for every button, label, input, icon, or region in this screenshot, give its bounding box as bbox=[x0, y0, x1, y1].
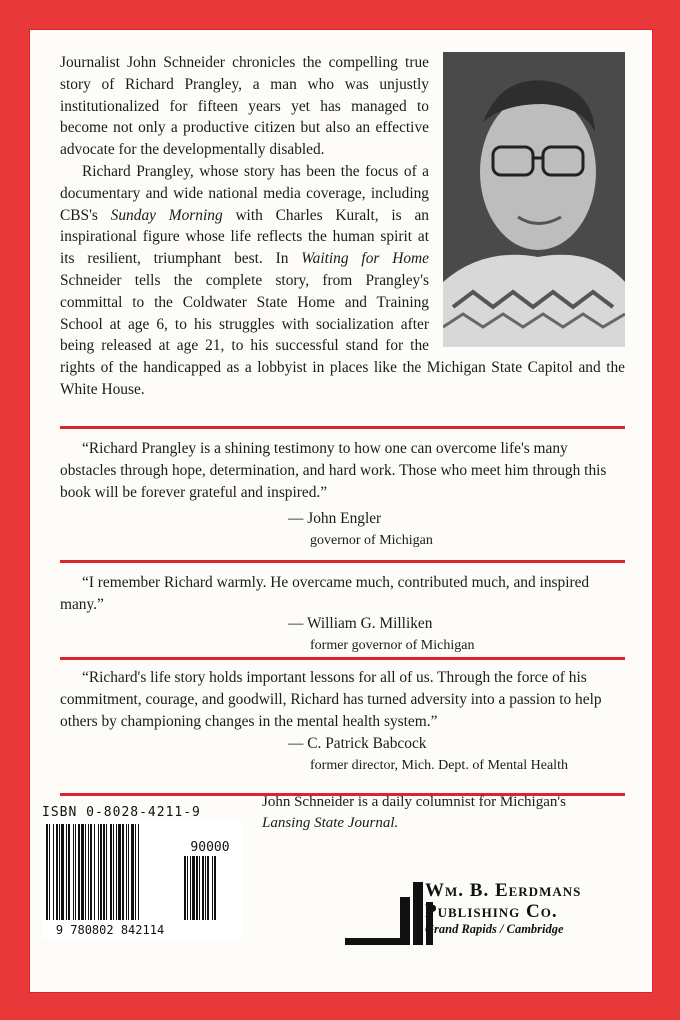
barcode-bar bbox=[126, 824, 127, 920]
barcode-bar bbox=[131, 824, 134, 920]
barcode-bar bbox=[56, 824, 58, 920]
barcode-bar bbox=[118, 824, 121, 920]
barcode-bar bbox=[88, 824, 89, 920]
barcode-bar bbox=[73, 824, 74, 920]
barcode-bar bbox=[113, 824, 114, 920]
barcode-bar bbox=[135, 824, 136, 920]
intro-paragraph-1: Journalist John Schneider chronicles the compelling true story of Richard Prangley, a man who was unjustly institutionalized for fifteen years yet has managed to become not only a productive citizen but also an effective advocate for the developmentally disabled. bbox=[60, 54, 429, 159]
divider-rule bbox=[60, 426, 625, 429]
barcode-bar bbox=[106, 824, 107, 920]
barcode-bar bbox=[46, 824, 48, 920]
barcode-bar bbox=[128, 824, 129, 920]
endorsement-attribution-1: — John Engler governor of Michigan bbox=[288, 510, 433, 548]
divider-rule bbox=[60, 560, 625, 563]
barcode-bar bbox=[78, 824, 80, 920]
barcode-bar bbox=[122, 824, 124, 920]
publisher-name: Wm. B. Eerdmans Publishing Co. Grand Rapids / Cambridge bbox=[425, 880, 582, 936]
barcode-bar bbox=[85, 824, 86, 920]
barcode-addon-bar bbox=[192, 856, 195, 920]
barcode-bar bbox=[94, 824, 95, 920]
endorsement-quote-2: “I remember Richard warmly. He overcame much, contributed much, and inspired many.” bbox=[60, 574, 590, 613]
endorsement-quote-1: “Richard Prangley is a shining testimony to how one can overcome life's many obstacles through hope, determination, and hard work. Those who meet him through this book will be forever grateful and inspired.” bbox=[60, 440, 607, 501]
barcode-addon-bar bbox=[187, 856, 188, 920]
barcode-addon-bar bbox=[199, 856, 200, 920]
endorsement-attribution-2: — William G. Milliken former governor of Michigan bbox=[288, 615, 475, 653]
barcode-addon-bar bbox=[190, 856, 191, 920]
author-photo bbox=[443, 52, 625, 347]
barcode-bar bbox=[49, 824, 50, 920]
barcode-addon-bar bbox=[207, 856, 209, 920]
barcode-addon-bar bbox=[212, 856, 213, 920]
barcode-addon-bar bbox=[214, 856, 216, 920]
author-bio: John Schneider is a daily columnist for Michigan's Lansing State Journal. bbox=[262, 794, 566, 831]
isbn-label: ISBN 0-8028-4211-9 bbox=[42, 805, 201, 820]
barcode-addon-bar bbox=[205, 856, 206, 920]
barcode-bar bbox=[110, 824, 112, 920]
barcode-addon-bar bbox=[196, 856, 198, 920]
endorsement-quote-3: “Richard's life story holds important lessons for all of us. Through the force of his commitment, courage, and goodwill, Richard has turned adversity into a passion to help others by championing changes in the mental health system.” bbox=[60, 669, 602, 730]
barcode-ean-digits: 9 780802 842114 bbox=[55, 923, 165, 937]
endorsement-attribution-3: — C. Patrick Babcock former director, Mich. Dept. of Mental Health bbox=[288, 735, 568, 773]
barcode-bar bbox=[90, 824, 92, 920]
barcode-bar bbox=[100, 824, 102, 920]
barcode-bar bbox=[103, 824, 105, 920]
barcode-addon-bar bbox=[184, 856, 186, 920]
barcode-bar bbox=[53, 824, 54, 920]
barcode-addon-bar bbox=[202, 856, 204, 920]
barcode-bar bbox=[66, 824, 67, 920]
barcode-bar bbox=[68, 824, 70, 920]
barcode bbox=[42, 820, 242, 938]
barcode-bar bbox=[61, 824, 64, 920]
barcode-bar bbox=[138, 824, 139, 920]
divider-rule bbox=[60, 657, 625, 660]
barcode-addon-digits: 90000 bbox=[190, 840, 230, 855]
barcode-bar bbox=[59, 824, 60, 920]
barcode-bar bbox=[75, 824, 76, 920]
barcode-bar bbox=[81, 824, 84, 920]
intro-text bbox=[60, 52, 625, 401]
intro-paragraph-2: Richard Prangley, whose story has been the focus of a documentary and wide national media coverage, including CBS's Sunday Morning with Charles Kuralt, is an inspirational figure whose life reflects the human spirit at its resilient, triumphant best. In Waiting for Home Schneider tells the complete story, from Prangley's committal to the Coldwater State Home and Training School at age 6, to his struggles with socialization after being released at age 21, to his successful stand for the rights of the handicapped as a lobbyist in places like the Michigan State Capitol and the White House. bbox=[60, 162, 625, 398]
barcode-bar bbox=[116, 824, 117, 920]
barcode-bar bbox=[98, 824, 99, 920]
